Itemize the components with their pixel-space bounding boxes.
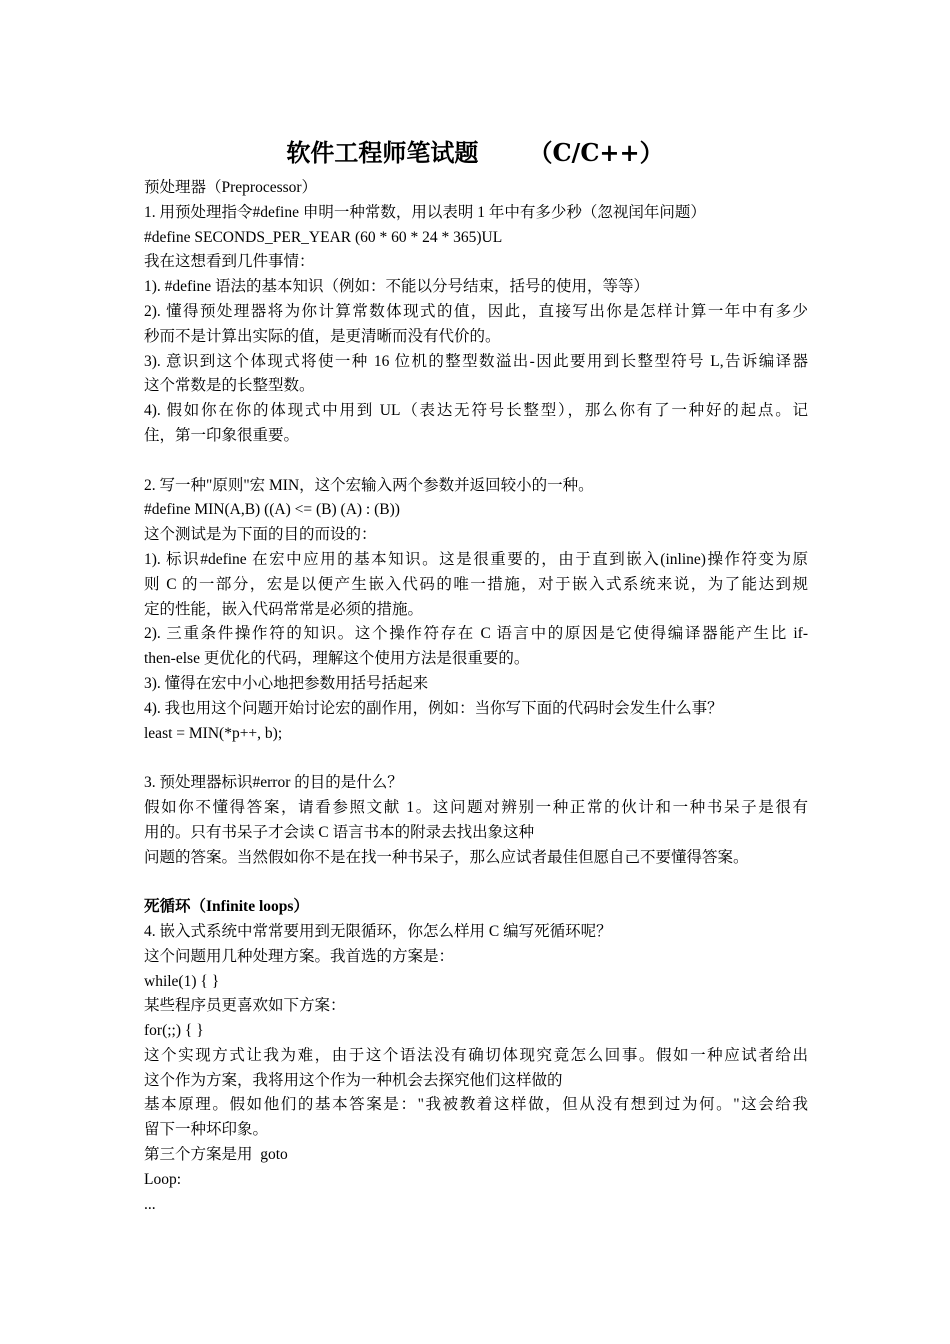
- text-line: 某些程序员更喜欢如下方案：: [144, 997, 346, 1015]
- code-line: while(1) { }: [144, 972, 220, 990]
- blank-line: [144, 870, 808, 895]
- blank-line: [144, 746, 808, 771]
- code-line: ...: [144, 1195, 156, 1213]
- text-line: 定的性能，嵌入代码常常是必须的措施。: [144, 600, 424, 618]
- blank-line: [144, 449, 808, 474]
- text-line: 这个作为方案，我将用这个作为一种机会去探究他们这样做的: [144, 1071, 563, 1089]
- code-line: Loop:: [144, 1170, 182, 1188]
- document-body: [144, 176, 808, 1217]
- answer-point: 2). 三重条件操作符的知识。这个操作符存在 C 语言中的原因是它使得编译器能产生比 if-: [144, 625, 808, 643]
- text-line: 则 C 的一部分，宏是以便产生嵌入代码的唯一措施，对于嵌入式系统来说，为了能达到规: [144, 575, 808, 593]
- section-heading-preprocessor: 预处理器（Preprocessor）: [144, 179, 318, 196]
- answer-point: 4). 我也用这个问题开始讨论宏的副作用，例如：当你写下面的代码时会发生什么事？: [144, 699, 723, 717]
- text-line: 假如你不懂得答案，请看参照文献 1。这问题对辨别一种正常的伙计和一种书呆子是很有: [144, 798, 808, 816]
- text-line: 我在这想看到几件事情：: [144, 253, 315, 271]
- code-line: #define MIN(A,B) ((A) <= (B) (A) : (B)): [144, 501, 400, 519]
- text-line: 这个实现方式让我为难，由于这个语法没有确切体现究竟怎么回事。假如一种应试者给出: [144, 1046, 808, 1064]
- text-line: 这个常数是的长整型数。: [144, 377, 315, 395]
- question-4: 4. 嵌入式系统中常常要用到无限循环，你怎么样用 C 编写死循环呢？: [144, 922, 612, 940]
- question-2: 2. 写一种"原则"宏 MIN，这个宏输入两个参数并返回较小的一种。: [144, 476, 594, 494]
- question-1: 1. 用预处理指令#define 申明一种常数，用以表明 1 年中有多少秒（忽视闰年问题）: [144, 203, 706, 221]
- page-title: 软件工程师笔试题 （C/C++）: [286, 138, 664, 167]
- text-line: 问题的答案。当然假如你不是在找一种书呆子，那么应试者最佳但愿自己不要懂得答案。: [144, 848, 749, 866]
- section-heading-infinite-loops: 死循环（Infinite loops）: [144, 898, 309, 916]
- answer-point: 3). 意识到这个体现式将使一种 16 位机的整型数溢出-因此要用到长整型符号 L,告诉编译器: [144, 352, 808, 370]
- text-line: 留下一种坏印象。: [144, 1121, 269, 1139]
- text-line: 第三个方案是用 goto: [144, 1146, 288, 1164]
- answer-point: 3). 懂得在宏中小心地把参数用括号括起来: [144, 674, 429, 692]
- code-line: least = MIN(*p++, b);: [144, 724, 283, 742]
- text-line: 住，第一印象很重要。: [144, 426, 300, 444]
- code-line: for(;;) { }: [144, 1022, 204, 1040]
- answer-point: 1). 标识#define 在宏中应用的基本知识。这是很重要的，由于直到嵌入(inline)操作符变为原: [144, 550, 808, 568]
- text-line: 秒而不是计算出实际的值，是更清晰而没有代价的。: [144, 327, 501, 345]
- text-line: then-else 更优化的代码，理解这个使用方法是很重要的。: [144, 650, 530, 668]
- text-line: 基本原理。假如他们的基本答案是："我被教着这样做，但从没有想到过为何。"这会给我: [144, 1096, 808, 1114]
- answer-point: 2). 懂得预处理器将为你计算常数体现式的值，因此，直接写出你是怎样计算一年中有多少: [144, 302, 808, 320]
- text-line: 这个问题用几种处理方案。我首选的方案是：: [144, 947, 455, 965]
- answer-point: 1). #define 语法的基本知识（例如：不能以分号结束，括号的使用，等等）: [144, 278, 650, 296]
- answer-point: 4). 假如你在你的体现式中用到 UL（表达无符号长整型），那么你有了一种好的起点。记: [144, 402, 808, 420]
- code-line: #define SECONDS_PER_YEAR (60 * 60 * 24 * 365)UL: [144, 228, 503, 246]
- text-line: 用的。只有书呆子才会读 C 语言书本的附录去找出象这种: [144, 823, 535, 841]
- question-3: 3. 预处理器标识#error 的目的是什么？: [144, 774, 403, 792]
- text-line: 这个测试是为下面的目的而设的：: [144, 526, 377, 544]
